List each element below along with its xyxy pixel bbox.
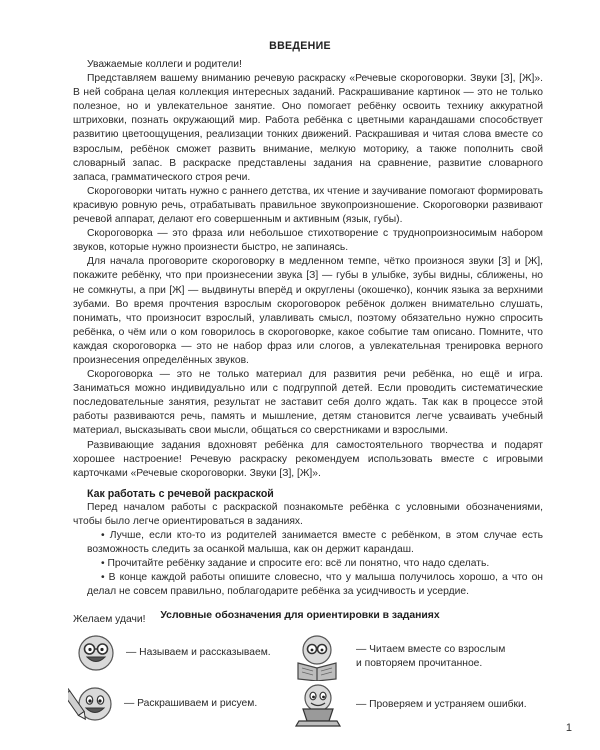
greeting: Уважаемые коллеги и родители! xyxy=(87,59,242,70)
how-to-heading: Как работать с речевой раскраской xyxy=(87,487,274,500)
legend-item-read-repeat xyxy=(292,633,506,681)
legend-label-1: — Называем и рассказываем. xyxy=(126,647,271,658)
legend-label-2: — Читаем вместе со взрослым и повторяем прочитанное. xyxy=(356,644,506,669)
smiley-laptop-icon xyxy=(294,683,342,727)
paragraph-3: Скороговорка — это фраза или небольшое стихотворение с труднопроизносимым набором звуков, которые нужно произнести быстро, не запинаясь. xyxy=(73,228,543,254)
paragraph-6: Развивающие задания вдохновят ребёнка для самостоятельного творчества и подарят хорошее настроение! Речевую раскраску рекомендуем использовать вместе с игровыми карточками «Речевые скороговорки. Звуки [З], [Ж]». xyxy=(73,439,543,479)
legend-label-3: — Раскрашиваем и рисуем. xyxy=(124,698,258,709)
how-to-intro: Перед началом работы с раскраской познакомьте ребёнка с условными обозначениями, чтобы было легче ориентироваться в заданиях. xyxy=(73,501,543,527)
smiley-pencil-icon xyxy=(68,683,116,725)
paragraph-4: Для начала проговорите скороговорку в медленном темпе, чётко произнося звуки [З] и [Ж], покажите ребёнку, что при произнесении звука [З] — губы в улыбке, зубы видны, сближены, но не сомкнуты, а при [Ж] — выдвинуты вперёд и округлены (окошечко), кончик языка за верхними зубами. Во время прочтения взрослым скороговорок ребёнок должен внимательно слушать, понимать, что произносит взрослый, улавливать смысл, поэтому обязательно нужно спросить ребёнка, о чём или о ком говорилось в скороговорке, какое событие там описано. Помните, что каждая скороговорка — это не набор фраз или слогов, а увлекательная тренировка верного произнесения определённых звуков. xyxy=(73,256,543,366)
smiley-glasses-icon xyxy=(76,633,116,673)
legend-item-check-fix xyxy=(294,683,527,727)
paragraph-2: Скороговорки читать нужно с раннего детства, их чтение и заучивание помогают формировать красивую ровную речь, отрабатывать правильное звукопроизношение. Скороговорки развивают речевой аппарат, делают его совершенным и активным (язык, губы). xyxy=(73,185,543,226)
bullet-2: • Прочитайте ребёнку задание и спросите его: всё ли понятно, что надо сделать. xyxy=(101,558,490,570)
body-text xyxy=(73,58,543,627)
paragraph-1: Представляем вашему вниманию речевую раскраску «Речевые скороговорки. Звуки [З], [Ж]». В ней собрана целая коллекция интересных заданий. Раскрашивание картинок — это не только полезное, но и увлекательное занятие. Оно помогает ребёнку освоить технику аккуратной штриховки, познать окружающий мир. Работа ребёнка с цветными карандашами способствует развитию цветоощущения, реализации тонких движений. Раскрашивая и читая слова вместе со взрослым, ребёнок сможет развить внимание, мелкую моторику, а также пополнить свой словарный запас. В раскраске представлены задания на сравнение, развитие словарного запаса, грамматического строя речи. xyxy=(73,73,543,183)
legend-title: Условные обозначения для ориентировки в заданиях xyxy=(160,610,440,621)
legend-item-color-draw xyxy=(68,683,257,725)
page-title: ВВЕДЕНИЕ xyxy=(269,40,331,52)
page-number: 1 xyxy=(565,722,572,734)
bullet-3: • В конце каждой работы опишите словесно, что у малыша получилось хорошо, а что он делал не совсем правильно, поблагодарите ребёнка за усидчивость и усердие. xyxy=(87,572,543,598)
paragraph-5: Скороговорка — это не только материал для развития речи ребёнка, но ещё и игра. Заниматься можно индивидуально или с подгруппой детей. Если проводить систематические последовательные занятия, результат не заставит себя долго ждать. Так как в процессе этой работы развиваются речь, память и мышление, детям становится легче усваивать учебный материал, высказывать свои мысли, общаться со сверстниками и взрослыми. xyxy=(73,369,543,437)
legend-item-name-tell xyxy=(76,633,271,673)
wish-text: Желаем удачи! xyxy=(73,613,146,625)
bullet-1: • Лучше, если кто-то из родителей занимается вместе с ребёнком, в этом случае есть возможность следить за осанкой малыша, как он держит карандаш. xyxy=(87,530,543,556)
legend-label-4: — Проверяем и устраняем ошибки. xyxy=(356,699,527,710)
smiley-reading-book-icon xyxy=(292,633,342,681)
